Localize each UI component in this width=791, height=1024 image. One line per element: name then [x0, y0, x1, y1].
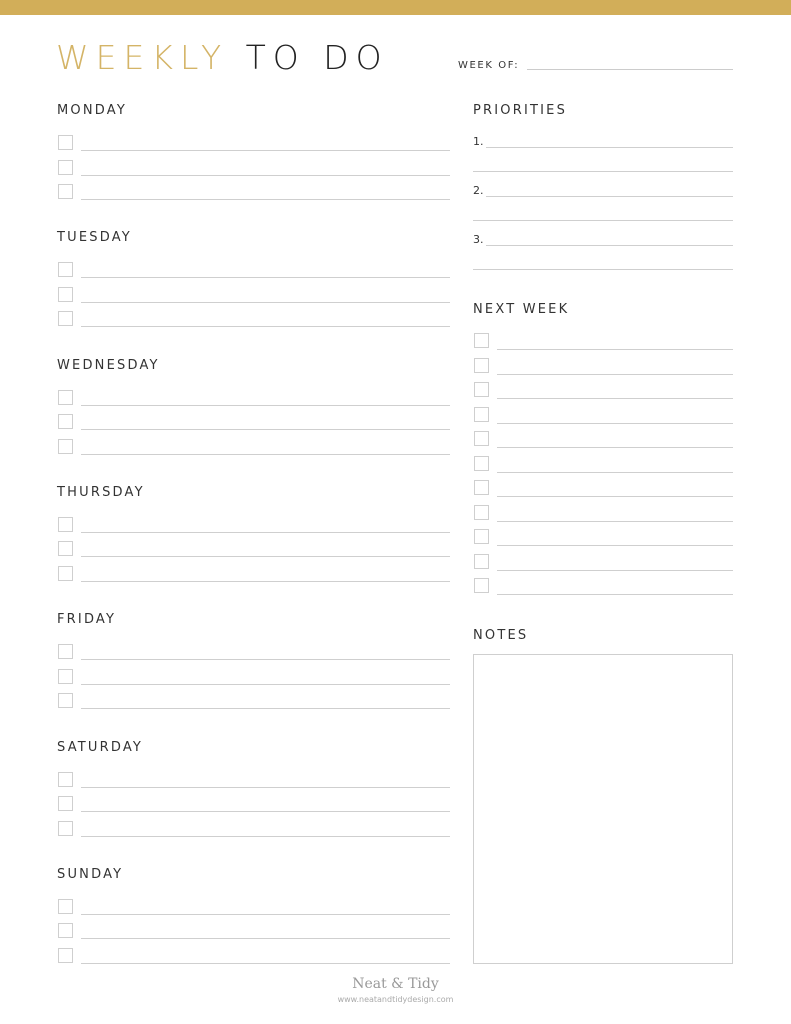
task-line[interactable]: [81, 836, 450, 837]
next-week-checkbox[interactable]: [474, 554, 489, 569]
task-line[interactable]: [81, 150, 450, 151]
task-checkbox[interactable]: [58, 772, 73, 787]
day-heading-tuesday: TUESDAY: [57, 230, 132, 246]
priority-line[interactable]: [486, 196, 733, 197]
task-line[interactable]: [81, 938, 450, 939]
task-checkbox[interactable]: [58, 287, 73, 302]
priorities-heading: PRIORITIES: [473, 103, 568, 118]
task-line[interactable]: [81, 556, 450, 557]
title-to-do: TO DO: [245, 38, 389, 77]
next-week-line[interactable]: [497, 594, 733, 595]
priority-line[interactable]: [486, 147, 733, 148]
task-line[interactable]: [81, 581, 450, 582]
task-line[interactable]: [81, 708, 450, 709]
task-checkbox[interactable]: [58, 160, 73, 175]
task-checkbox[interactable]: [58, 541, 73, 556]
notes-field[interactable]: [473, 654, 733, 964]
day-heading-friday: FRIDAY: [57, 612, 117, 628]
next-week-checkbox[interactable]: [474, 480, 489, 495]
day-heading-sunday: SUNDAY: [57, 866, 124, 882]
priority-line-continued[interactable]: [473, 171, 733, 172]
next-week-line[interactable]: [497, 570, 733, 571]
task-checkbox[interactable]: [58, 439, 73, 454]
next-week-line[interactable]: [497, 423, 733, 424]
next-week-line[interactable]: [497, 349, 733, 350]
task-checkbox[interactable]: [58, 923, 73, 938]
task-checkbox[interactable]: [58, 390, 73, 405]
task-line[interactable]: [81, 787, 450, 788]
task-checkbox[interactable]: [58, 517, 73, 532]
next-week-line[interactable]: [497, 521, 733, 522]
week-of-field[interactable]: [527, 69, 733, 70]
next-week-checkbox[interactable]: [474, 407, 489, 422]
notes-heading: NOTES: [473, 628, 529, 643]
task-checkbox[interactable]: [58, 566, 73, 581]
next-week-checkbox[interactable]: [474, 529, 489, 544]
next-week-line[interactable]: [497, 374, 733, 375]
title-weekly: WEEKLY: [56, 38, 229, 77]
task-checkbox[interactable]: [58, 821, 73, 836]
next-week-checkbox[interactable]: [474, 358, 489, 373]
task-line[interactable]: [81, 684, 450, 685]
brand-url: www.neatandtidydesign.com: [337, 995, 454, 1004]
next-week-line[interactable]: [497, 472, 733, 473]
next-week-checkbox[interactable]: [474, 382, 489, 397]
task-line[interactable]: [81, 429, 450, 430]
priority-line[interactable]: [486, 245, 733, 246]
task-checkbox[interactable]: [58, 948, 73, 963]
next-week-heading: NEXT WEEK: [473, 302, 570, 317]
task-checkbox[interactable]: [58, 311, 73, 326]
task-checkbox[interactable]: [58, 899, 73, 914]
day-heading-thursday: THURSDAY: [57, 484, 145, 500]
next-week-line[interactable]: [497, 496, 733, 497]
next-week-line[interactable]: [497, 545, 733, 546]
next-week-line[interactable]: [497, 447, 733, 448]
task-line[interactable]: [81, 405, 450, 406]
next-week-line[interactable]: [497, 398, 733, 399]
next-week-checkbox[interactable]: [474, 456, 489, 471]
week-of-label: WEEK OF:: [458, 60, 520, 71]
task-line[interactable]: [81, 532, 450, 533]
priority-line-continued[interactable]: [473, 220, 733, 221]
next-week-checkbox[interactable]: [474, 431, 489, 446]
task-line[interactable]: [81, 302, 450, 303]
priority-number: 1.: [473, 135, 484, 148]
task-line[interactable]: [81, 199, 450, 200]
task-line[interactable]: [81, 811, 450, 812]
priority-line-continued[interactable]: [473, 269, 733, 270]
brand-logo: Neat & Tidy: [352, 976, 439, 992]
top-accent-bar: [0, 0, 791, 15]
task-line[interactable]: [81, 175, 450, 176]
task-checkbox[interactable]: [58, 184, 73, 199]
priority-number: 2.: [473, 184, 484, 197]
task-line[interactable]: [81, 277, 450, 278]
priority-number: 3.: [473, 233, 484, 246]
day-heading-monday: MONDAY: [57, 103, 127, 118]
day-heading-wednesday: WEDNESDAY: [57, 357, 160, 373]
task-line[interactable]: [81, 326, 450, 327]
task-line[interactable]: [81, 659, 450, 660]
task-line[interactable]: [81, 914, 450, 915]
task-checkbox[interactable]: [58, 414, 73, 429]
next-week-checkbox[interactable]: [474, 578, 489, 593]
task-checkbox[interactable]: [58, 262, 73, 277]
task-checkbox[interactable]: [58, 644, 73, 659]
next-week-checkbox[interactable]: [474, 333, 489, 348]
page-title: [56, 38, 389, 77]
day-heading-saturday: SATURDAY: [57, 739, 144, 755]
task-checkbox[interactable]: [58, 135, 73, 150]
task-line[interactable]: [81, 963, 450, 964]
task-checkbox[interactable]: [58, 796, 73, 811]
task-checkbox[interactable]: [58, 669, 73, 684]
next-week-checkbox[interactable]: [474, 505, 489, 520]
task-checkbox[interactable]: [58, 693, 73, 708]
task-line[interactable]: [81, 454, 450, 455]
